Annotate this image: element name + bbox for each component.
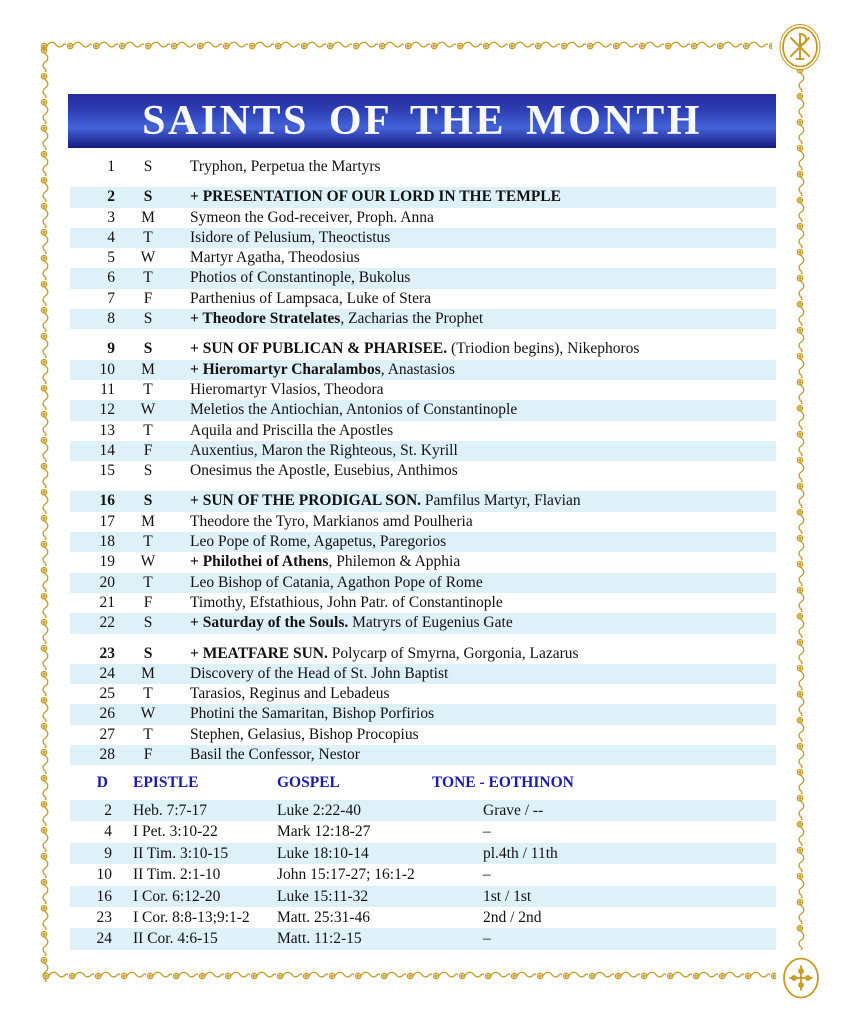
chi-rho-icon [776, 23, 824, 71]
day-letter: T [143, 228, 153, 246]
saint-entry: Meletios the Antiochian, Antonios of Constantinople [190, 401, 518, 419]
week-group [70, 187, 776, 329]
day-letter: T [143, 269, 153, 287]
saint-row [70, 187, 776, 207]
lectionary-header [70, 772, 776, 794]
saint-entry: + Theodore Stratelates, Zacharias the Prophet [190, 310, 484, 328]
page-title: SAINTS OF THE MONTH [142, 98, 702, 144]
lect-day: 2 [104, 802, 112, 819]
week-group [70, 339, 776, 481]
lect-tone: pl.4th / 11th [483, 844, 558, 862]
lect-day: 23 [96, 908, 112, 926]
day-letter: W [140, 249, 156, 267]
day-number: 26 [99, 705, 115, 723]
lect-tone: 2nd / 2nd [483, 908, 542, 926]
day-number: 18 [99, 533, 115, 551]
saint-entry: + SUN OF THE PRODIGAL SON. Pamfilus Martyr, Flavian [190, 492, 581, 510]
day-letter: F [143, 593, 153, 611]
lect-tone: – [483, 823, 491, 841]
day-number: 21 [99, 593, 115, 611]
day-letter: T [143, 685, 153, 703]
lectionary-row [70, 864, 776, 885]
saint-entry: Photios of Constantinople, Bukolus [190, 269, 411, 287]
saint-row [70, 360, 776, 380]
day-letter: W [140, 401, 156, 419]
lectionary-table [70, 772, 776, 950]
saint-entry: + Philothei of Athens, Philemon & Apphia [190, 553, 461, 571]
lect-epistle: Heb. 7:7-17 [133, 802, 208, 819]
saint-row [70, 704, 776, 724]
day-letter: T [143, 380, 153, 398]
saint-row [70, 532, 776, 552]
saint-entry: Stephen, Gelasius, Bishop Procopius [190, 725, 419, 743]
saint-row [70, 208, 776, 228]
lect-gospel: Matt. 25:31-46 [277, 908, 370, 926]
lect-epistle: II Tim. 3:10-15 [133, 844, 229, 862]
day-number: 19 [99, 553, 115, 571]
border-left [36, 46, 52, 982]
lectionary-row [70, 800, 776, 821]
col-header-gospel: GOSPEL [277, 774, 340, 791]
saint-row [70, 248, 776, 268]
day-number: 17 [99, 512, 115, 530]
day-number: 11 [100, 380, 115, 398]
saint-row [70, 573, 776, 593]
saint-entry: Parthenius of Lampsaca, Luke of Stera [190, 289, 432, 307]
lect-tone: – [483, 866, 491, 884]
saint-row [70, 309, 776, 329]
saint-entry: Isidore of Pelusium, Theoctistus [190, 228, 391, 246]
day-letter: S [143, 492, 153, 510]
day-letter: T [143, 533, 153, 551]
lectionary-row [70, 886, 776, 907]
saint-entry: + PRESENTATION OF OUR LORD IN THE TEMPLE [190, 188, 561, 206]
saint-row [70, 441, 776, 461]
saint-entry: + MEATFARE SUN. Polycarp of Smyrna, Gorgonia, Lazarus [190, 644, 579, 662]
lect-gospel: Luke 18:10-14 [277, 844, 369, 862]
saint-entry: Timothy, Efstathious, John Patr. of Constantinople [190, 593, 503, 611]
lect-day: 10 [96, 866, 112, 884]
day-number: 3 [107, 208, 115, 226]
saint-row [70, 339, 776, 359]
day-number: 24 [99, 664, 115, 682]
week-group [70, 491, 776, 633]
lect-day: 16 [96, 887, 112, 905]
saint-entry: Aquila and Priscilla the Apostles [190, 421, 394, 439]
col-header-day: D [96, 774, 108, 791]
saint-entry: Leo Pope of Rome, Agapetus, Paregorios [190, 533, 447, 551]
saint-entry: + Hieromartyr Charalambos, Anastasios [190, 360, 455, 378]
day-letter: S [143, 158, 153, 175]
day-number: 5 [107, 249, 115, 267]
lect-gospel: Luke 2:22-40 [277, 802, 361, 819]
day-number: 6 [107, 269, 115, 287]
day-number: 14 [99, 441, 115, 459]
day-letter: F [143, 441, 153, 459]
day-number: 2 [107, 188, 115, 206]
day-number: 9 [107, 340, 115, 358]
saint-entry: Onesimus the Apostle, Eusebius, Anthimos [190, 462, 458, 480]
saint-row [70, 289, 776, 309]
day-letter: S [143, 614, 153, 632]
saint-row [70, 491, 776, 511]
saint-row [70, 664, 776, 684]
day-number: 23 [99, 644, 115, 662]
saint-row [70, 745, 776, 765]
day-number: 25 [99, 685, 115, 703]
lect-epistle: I Pet. 3:10-22 [133, 823, 218, 841]
lect-epistle: I Cor. 6:12-20 [133, 887, 221, 905]
saint-row [70, 157, 776, 177]
lect-tone: Grave / -- [483, 802, 544, 819]
day-letter: W [140, 705, 156, 723]
day-number: 4 [107, 228, 115, 246]
saint-row [70, 613, 776, 633]
day-number: 10 [99, 360, 115, 378]
border-top [40, 38, 772, 54]
saint-entry: Discovery of the Head of St. John Baptist [190, 664, 449, 682]
day-letter: M [141, 512, 155, 530]
lectionary-row [70, 821, 776, 842]
day-letter: S [143, 340, 153, 358]
ornamental-cross-icon [777, 954, 825, 1002]
day-letter: T [143, 421, 153, 439]
day-letter: W [140, 553, 156, 571]
saint-entry: Photini the Samaritan, Bishop Porfirios [190, 705, 435, 723]
day-number: 12 [99, 401, 115, 419]
day-number: 20 [99, 573, 115, 591]
lect-day: 9 [104, 844, 112, 862]
saint-row [70, 684, 776, 704]
saint-row [70, 228, 776, 248]
day-number: 27 [99, 725, 115, 743]
saint-row [70, 421, 776, 441]
saint-entry: + SUN OF PUBLICAN & PHARISEE. (Triodion begins), Nikephoros [190, 340, 640, 358]
day-number: 7 [107, 289, 115, 307]
day-letter: M [141, 664, 155, 682]
week-group [70, 644, 776, 766]
saint-entry: Leo Bishop of Catania, Agathon Pope of Rome [190, 573, 483, 591]
day-letter: S [143, 188, 153, 206]
saint-entry: Martyr Agatha, Theodosius [190, 249, 360, 267]
saint-row [70, 380, 776, 400]
saint-row [70, 461, 776, 481]
lect-epistle: II Cor. 4:6-15 [133, 930, 218, 948]
lect-tone: – [483, 930, 491, 948]
day-letter: T [143, 573, 153, 591]
saint-entry: Symeon the God-receiver, Proph. Anna [190, 208, 434, 226]
lectionary-row [70, 928, 776, 949]
lectionary-row [70, 907, 776, 928]
saint-entry: Hieromartyr Vlasios, Theodora [190, 380, 384, 398]
saint-entry: Basil the Confessor, Nestor [190, 746, 360, 764]
day-letter: M [141, 208, 155, 226]
day-letter: S [143, 462, 153, 480]
saint-entry: + Saturday of the Souls. Matryrs of Eugenius Gate [190, 614, 513, 632]
saint-row [70, 512, 776, 532]
saint-entry: Theodore the Tyro, Markianos amd Poulheria [190, 512, 473, 530]
saint-row [70, 400, 776, 420]
saint-row [70, 268, 776, 288]
lect-gospel: Luke 15:11-32 [277, 887, 369, 905]
lectionary-rows [70, 800, 776, 950]
lect-gospel: Mark 12:18-27 [277, 823, 371, 841]
saints-list [70, 157, 776, 775]
day-number: 28 [99, 746, 115, 764]
day-letter: T [143, 725, 153, 743]
saint-entry: Tarasios, Reginus and Lebadeus [190, 685, 390, 703]
day-number: 15 [99, 462, 115, 480]
saint-row [70, 552, 776, 572]
day-number: 16 [99, 492, 115, 510]
lect-tone: 1st / 1st [483, 887, 532, 905]
day-number: 13 [99, 421, 115, 439]
day-number: 1 [107, 158, 115, 175]
day-letter: M [141, 360, 155, 378]
day-letter: S [143, 644, 153, 662]
lect-epistle: II Tim. 2:1-10 [133, 866, 221, 884]
title-bar [68, 94, 776, 148]
border-bottom [42, 968, 776, 984]
day-number: 22 [99, 614, 115, 632]
day-letter: F [143, 289, 153, 307]
saint-entry: Auxentius, Maron the Righteous, St. Kyrill [190, 441, 458, 459]
day-letter: S [143, 310, 153, 328]
day-letter: F [143, 746, 153, 764]
day-number: 8 [107, 310, 115, 328]
week-group [70, 157, 776, 177]
lectionary-row [70, 843, 776, 864]
saint-row [70, 593, 776, 613]
col-header-epistle: EPISTLE [133, 774, 199, 791]
lect-gospel: Matt. 11:2-15 [277, 930, 362, 948]
saint-row [70, 725, 776, 745]
lect-gospel: John 15:17-27; 16:1-2 [277, 866, 415, 884]
border-right [792, 66, 808, 950]
lect-day: 24 [96, 930, 112, 948]
lect-day: 4 [104, 823, 112, 841]
saint-entry: Tryphon, Perpetua the Martyrs [190, 158, 381, 175]
col-header-tone: TONE - EOTHINON [432, 774, 574, 791]
saint-row [70, 644, 776, 664]
lect-epistle: I Cor. 8:8-13;9:1-2 [133, 908, 250, 926]
